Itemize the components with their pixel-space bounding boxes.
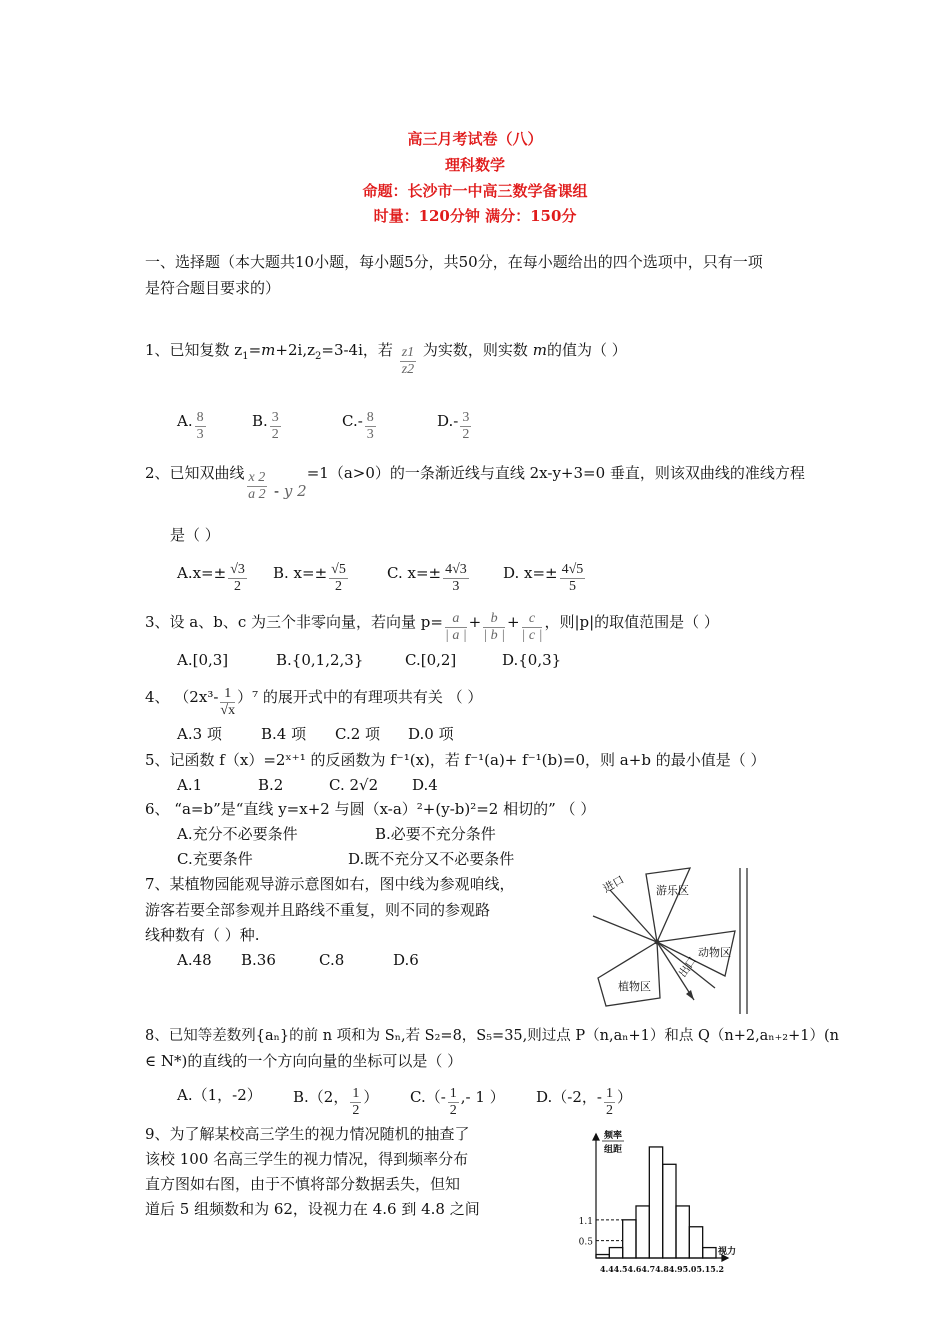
histogram-bar — [596, 1255, 609, 1258]
q5-option-c[interactable]: C. 2√2 — [329, 776, 379, 794]
histogram-bar — [689, 1227, 702, 1258]
q3-option-a[interactable]: A.[0,3] — [177, 651, 229, 669]
section-instruction-line1: 一、选择题（本大题共10小题，每小题5分，共50分，在每小题给出的四个选项中，只有一项 — [145, 253, 763, 271]
histogram-bar — [609, 1248, 622, 1258]
ytick-label: 1.1 — [578, 1216, 593, 1227]
histogram-bar — [623, 1220, 636, 1258]
amusement-area-label: 游乐区 — [656, 884, 689, 897]
q1-option-d[interactable]: D.- $\frac{3}{2}$ — [437, 410, 470, 442]
histogram-bar — [663, 1164, 676, 1258]
q3-option-d[interactable]: D.{0,3} — [502, 651, 562, 669]
q2-option-a[interactable]: A.x=± $\frac{√3}{2}$ — [177, 562, 245, 594]
q6-option-a[interactable]: A.充分不必要条件 — [177, 825, 298, 843]
q2-stem-cont: 是（ ） — [170, 526, 220, 544]
q7-option-c[interactable]: C.8 — [319, 951, 345, 969]
q7-stem-line1: 7、某植物园能观导游示意图如右，图中线为参观咱线， — [145, 875, 515, 893]
x-tick-labels: 4.44.54.64.74.84.95.05.15.2 — [600, 1265, 725, 1275]
q6-option-c[interactable]: C.充要条件 — [177, 850, 253, 868]
q5-option-b[interactable]: B.2 — [258, 776, 284, 794]
q1-option-c[interactable]: C.- $\frac{8}{3}$ — [342, 410, 374, 442]
plant-area-label: 植物区 — [618, 980, 651, 993]
exam-title: 高三月考试卷（八） — [407, 130, 543, 148]
q4-option-b[interactable]: B.4 项 — [261, 725, 307, 743]
q2-x-over-a-fraction: $\frac{x 2}{a 2}$ — [248, 470, 266, 502]
q2-option-d[interactable]: D. x=± $\frac{4√5}{5}$ — [503, 562, 584, 594]
q9-stem-line1: 9、为了解某校高三学生的视力情况随机的抽查了 — [145, 1125, 470, 1143]
q3-option-c[interactable]: C.[0,2] — [405, 651, 457, 669]
q3-option-b[interactable]: B.{0,1,2,3} — [276, 651, 364, 669]
q5-stem: 5、记函数 f（x）=2ˣ⁺¹ 的反函数为 f⁻¹(x)，若 f⁻¹(a)+ f⁻¹(b)=0，则 a+b 的最小值是（ ） — [145, 751, 766, 769]
q7-stem-line2: 游客若要全部参观并且路线不重复，则不同的参观路 — [145, 901, 491, 919]
q5-option-d[interactable]: D.4 — [412, 776, 438, 794]
q7-option-d[interactable]: D.6 — [393, 951, 419, 969]
y-axis-label-bottom: 组距 — [604, 1145, 623, 1155]
q8-option-a[interactable]: A.（1，-2） — [177, 1086, 262, 1104]
q1-option-b[interactable]: B. $\frac{3}{2}$ — [252, 410, 279, 442]
exam-author: 命题：长沙市一中高三数学备课组 — [362, 182, 588, 200]
q7-option-a[interactable]: A.48 — [177, 951, 212, 969]
q8-stem-line1: 8、已知等差数列{aₙ}的前 n 项和为 Sₙ,若 S₂=8，S₅=35,则过点 P（n,aₙ+1）和点 Q（n+2,aₙ₊₂+1）(n — [145, 1028, 839, 1044]
q2-option-b[interactable]: B. x=± $\frac{√5}{2}$ — [273, 562, 346, 594]
exam-subject: 理科数学 — [444, 156, 505, 174]
q6-stem: 6、 “a=b”是“直线 y=x+2 与圆（x-a）²+(y-b)²=2 相切的” （ ） — [145, 800, 596, 818]
q7-option-b[interactable]: B.36 — [241, 951, 276, 969]
animal-area-label: 动物区 — [698, 946, 731, 959]
histogram-bar — [636, 1206, 649, 1258]
y-axis-arrow — [593, 1134, 599, 1140]
y-axis-label-top: 频率 — [604, 1131, 623, 1141]
exit-label: 出口 — [676, 954, 700, 980]
q8-option-c[interactable]: C.（- $\frac{1}{2}$ ,- 1 ） — [410, 1086, 505, 1118]
q8-option-d[interactable]: D.（-2，- $\frac{1}{2}$ ） — [536, 1086, 632, 1118]
q7-garden-map-figure — [590, 866, 760, 1016]
q4-option-c[interactable]: C.2 项 — [335, 725, 381, 743]
section-instruction-line2: 是符合题目要求的） — [145, 279, 281, 297]
q8-option-b[interactable]: B.（2， $\frac{1}{2}$ ） — [293, 1086, 379, 1118]
q6-option-b[interactable]: B.必要不充分条件 — [375, 825, 496, 843]
q1-stem: 1、已知复数 $z_1=m+2i,z_2=3-4i$，若 $\frac{z1}{z2}$ 为实数，则实数 m的值为（ ） — [145, 341, 627, 377]
histogram-bar — [676, 1206, 689, 1258]
ytick-label: 0.5 — [578, 1237, 593, 1248]
q9-stem-line2: 该校 100 名高三学生的视力情况，得到频率分布 — [145, 1150, 469, 1168]
q1-ratio-fraction: $\frac{z1}{z2}$ — [401, 345, 415, 377]
x-axis-label: 视力 — [718, 1247, 737, 1257]
exam-time: 时量：120分钟 满分：150分 — [373, 207, 577, 225]
histogram-bar — [703, 1248, 716, 1258]
q2-option-c[interactable]: C. x=± $\frac{4√3}{3}$ — [387, 562, 467, 594]
q1-option-a[interactable]: A. $\frac{8}{3}$ — [177, 410, 204, 442]
q9-stem-line4: 道后 5 组频数和为 62，设视力在 4.6 到 4.8 之间 — [145, 1200, 480, 1218]
q2-stem: 2、已知双曲线 $\frac{x 2}{a 2}$ - y 2=1（a>0）的一条渐近线与直线 2x-y+3=0 垂直，则该双曲线的准线方程 — [145, 464, 805, 502]
q4-stem: 4、 （2x³- $\frac{1}{√x}$ ）⁷ 的展开式中的有理项共有关 （ ） — [145, 686, 483, 718]
q9-histogram-chart — [576, 1128, 746, 1276]
q3-stem: 3、设 a、b、c 为三个非零向量，若向量 p= $\frac{a}{| a |}$ + $\frac{b}{| b |}$ + $\frac{c}{| c |}$ ，则|p|的取值范围是（ ） — [145, 611, 719, 643]
entry-label: 进口 — [600, 873, 627, 896]
q5-option-a[interactable]: A.1 — [177, 776, 203, 794]
q9-stem-line3: 直方图如右图，由于不慎将部分数据丢失，但知 — [145, 1175, 461, 1193]
histogram-bar — [649, 1147, 662, 1258]
q7-stem-line3: 线种数有（ ）种. — [145, 926, 260, 944]
q4-option-d[interactable]: D.0 项 — [408, 725, 454, 743]
q4-option-a[interactable]: A.3 项 — [177, 725, 222, 743]
q6-option-d[interactable]: D.既不充分又不必要条件 — [348, 850, 515, 868]
q8-stem-line2: ∈ N*)的直线的一个方向向量的坐标可以是（ ） — [145, 1052, 463, 1070]
